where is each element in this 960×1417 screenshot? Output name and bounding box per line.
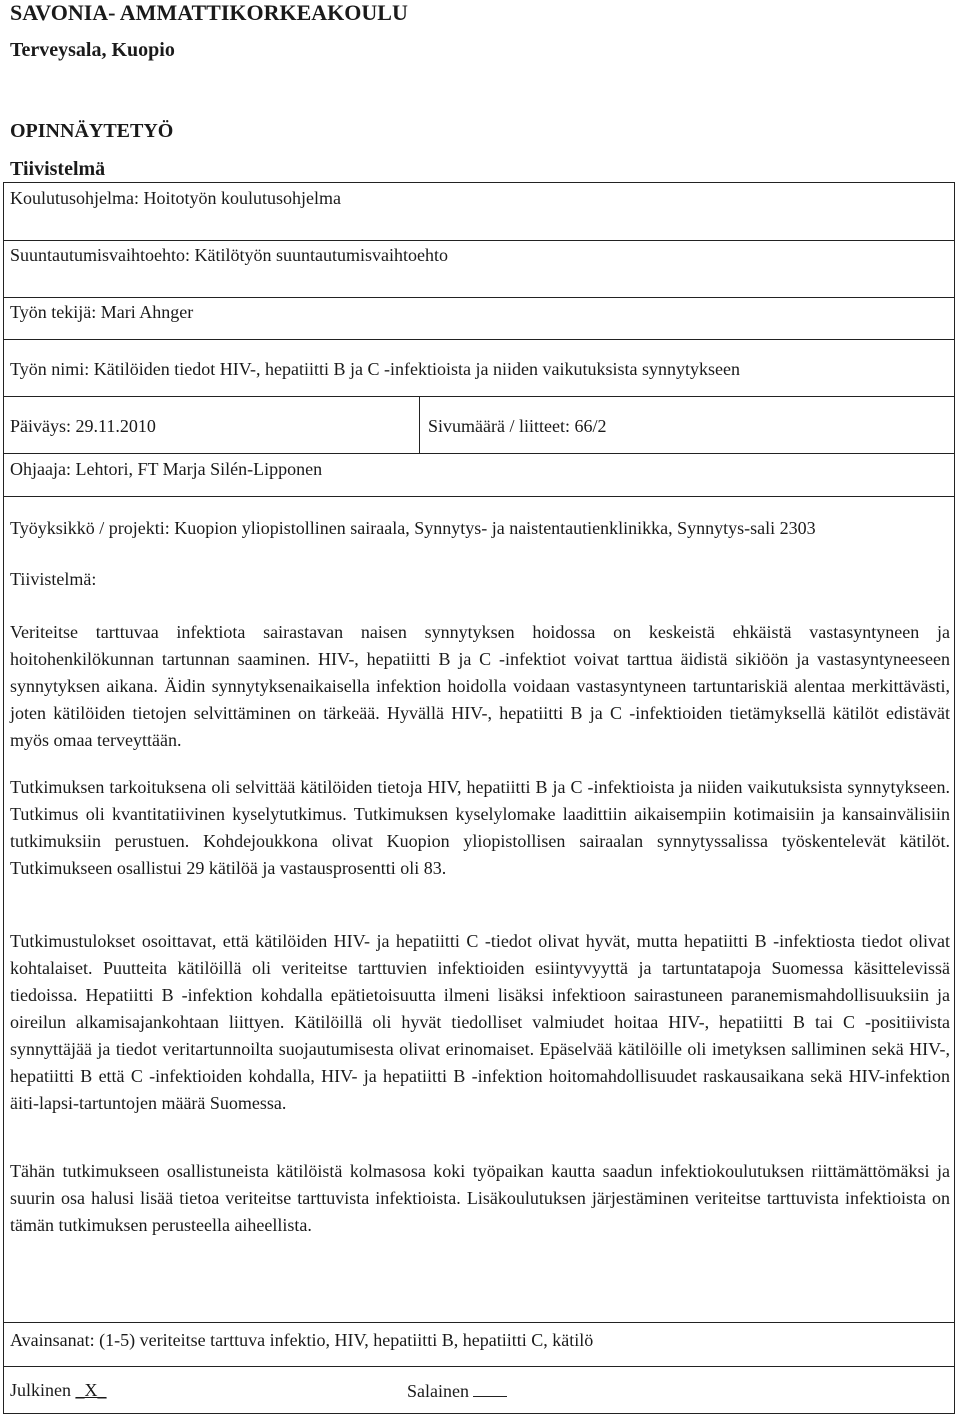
author-field: Työn tekijä: Mari Ahnger [10,302,194,322]
abstract-paragraph-1: Veriteitse tarttuvaa infektiota sairastavan naisen synnytyksen hoidossa on keskeistä ehkäistä vastasyntyneen ja hoitohenkilökunnan tartunnan saaminen. HIV-, hepatiitti B ja C -infektiot voivat tarttua äidistä sikiöön ja vastasyntyneeseen synnytyksen aikana. Äidin synnytyksenaikaisella infektion hoidolla voidaan vastasyntyneen tartuntariskiä alentaa merkittävästi, joten kätilöiden tietojen selvittäminen on tärkeää. Hyvällä HIV-, hepatiitti B ja C -infektioiden tietämyksellä kätilöt edistävät myös omaa terveyttään. [10,622,950,750]
unit-name: Terveysala, Kuopio [10,39,175,61]
divider [3,240,955,241]
abstract-paragraph-2: Tutkimuksen tarkoituksena oli selvittää kätilöiden tietoja HIV, hepatiitti B ja C -infektioista ja niiden vaikutuksista synnytykseen. Tutkimus oli kvantitatiivinen kyselytutkimus. Tutkimuksen kyselylomake laadittiin aikaisempiin kotimaisiin ja kansainvälisiin tutkimuksiin perustuen. Kohdejoukkona olivat Kuopion yliopistollisen sairaalan synnytyssalissa työskentelevät kätilöt. Tutkimukseen osallistui 29 kätilöä ja vastausprosentti oli 83. [10,777,950,878]
title-field: Työn nimi: Kätilöiden tiedot HIV-, hepatiitti B ja C -infektioista ja niiden vaikutuksista synnytykseen [10,359,740,379]
secret-option [407,1378,507,1403]
divider [3,496,955,497]
supervisor-field: Ohjaaja: Lehtori, FT Marja Silén-Lipponen [10,459,323,479]
abstract-label: Tiivistelmä: [10,569,97,589]
abstract-paragraph-3: Tutkimustulokset osoittavat, että kätilöiden HIV- ja hepatiitti C -tiedot olivat hyvät, mutta hepatiitti B -infektiosta tiedot olivat kohtalaiset. Puutteita kätilöillä oli veriteitse tarttuvien infektioiden esiintyvyyttä ja tartuntatapoja Suomessa käsittelevissä tiedoissa. Hepatiitti B -infektion kohdalla epätietoisuutta ilmeni lisäksi infektioon sairastuneen paranemismahdollisuuksiin ja oireilun alkamisajankohtaan liittyen. Kätilöillä oli hyvät tiedolliset valmiudet hoitaa HIV-, hepatiitti B tai C -positiivista synnyttäjää ja tiedot veritartunnoilta suojautumisesta olivat erinomaiset. Epäselvää kätilöille oli imetyksen salliminen sekä HIV-, hepatiitti B että C -infektioiden kohdalla, HIV- ja hepatiitti B -infektion hoitomahdollisuudet raskausaikana sekä HIV-infektion äiti-lapsi-tartuntojen määrä Suomessa. [10,931,950,1113]
divider [419,396,420,453]
secret-label: Salainen [407,1381,474,1401]
workplace-field: Työyksikkö / projekti: Kuopion yliopistollinen sairaala, Synnytys- ja naistentautienklinikka, Synnytys-sali 2303 [10,518,816,538]
organization-name: SAVONIA- AMMATTIKORKEAKOULU [10,0,408,25]
abstract-heading: Tiivistelmä [10,158,106,180]
specialization-field: Suuntautumisvaihtoehto: Kätilötyön suuntautumisvaihtoehto [10,245,448,265]
abstract-paragraph-4: Tähän tutkimukseen osallistuneista kätilöistä kolmasosa koki työpaikan kautta saadun infektiokoulutuksen riittämättömäksi ja suurin osa halusi lisää tietoa veriteitse tarttuvista infektioista. Lisäkoulutuksen järjestäminen veriteitse tarttuvista infektioista on tämän tutkimuksen perusteella aiheellista. [10,1161,950,1235]
divider [3,396,955,397]
divider [3,339,955,340]
public-mark: _X_ [75,1380,107,1400]
divider [3,453,955,454]
divider [3,297,955,298]
date-field: Päiväys: 29.11.2010 [10,416,156,436]
public-label: Julkinen [10,1380,76,1400]
secret-blank [473,1378,507,1397]
thesis-type: OPINNÄYTETYÖ [10,120,174,142]
keywords-field: Avainsanat: (1-5) veriteitse tarttuva infektio, HIV, hepatiitti B, hepatiitti C, kätilö [10,1330,594,1350]
pages-field: Sivumäärä / liitteet: 66/2 [428,416,607,436]
divider [3,1322,955,1323]
public-option [10,1378,107,1402]
program-field: Koulutusohjelma: Hoitotyön koulutusohjelma [10,188,341,208]
divider [3,1366,955,1367]
